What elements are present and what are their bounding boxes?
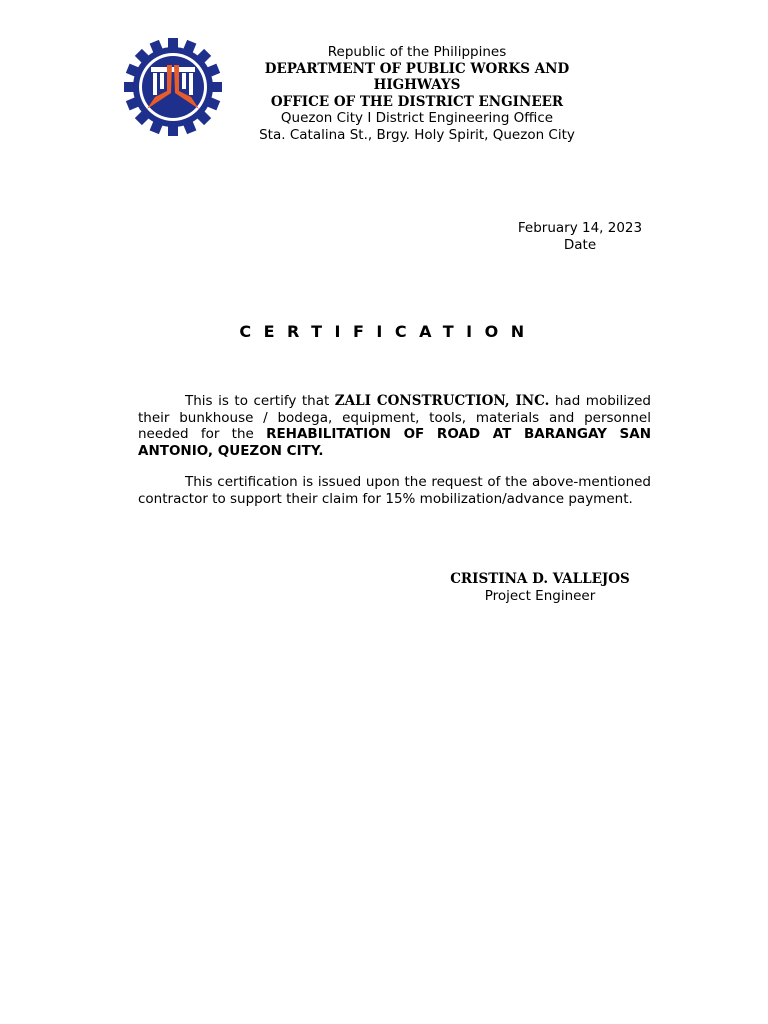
certification-paragraph [138, 393, 651, 459]
signatory-name: CRISTINA D. VALLEJOS [450, 571, 630, 587]
header-department: DEPARTMENT OF PUBLIC WORKS AND HIGHWAYS [264, 60, 570, 93]
dpwh-logo [121, 38, 225, 136]
date-value: February 14, 2023 [517, 220, 643, 236]
header-address: Sta. Catalina St., Brgy. Holy Spirit, Quezon City [259, 126, 575, 143]
p1-prefix: This is to certify that [185, 393, 335, 409]
dpwh-gear-seal-icon [121, 38, 225, 136]
date-block [500, 220, 660, 253]
signatory-position: Project Engineer [484, 588, 596, 604]
header-office: OFFICE OF THE DISTRICT ENGINEER [270, 93, 564, 110]
header-republic: Republic of the Philippines [327, 44, 507, 60]
purpose-paragraph: This certification is issued upon the request of the above-mentioned contractor to support their claim for 15% mobilization/advance payment. [138, 474, 651, 507]
header-district-office: Quezon City I District Engineering Office [280, 110, 554, 126]
project-name: REHABILITATION OF ROAD AT BARANGAY SAN ANTONIO, QUEZON CITY. [138, 426, 652, 459]
date-label: Date [563, 236, 597, 253]
document-title: CERTIFICATION [239, 322, 537, 341]
signature-block [440, 571, 640, 605]
letterhead [230, 44, 604, 143]
p1-middle: had mobilized their bunkhouse / bodega, equipment, tools, materials and personnel needed for the [138, 393, 651, 442]
company-name: ZALI CONSTRUCTION, INC. [334, 393, 550, 409]
